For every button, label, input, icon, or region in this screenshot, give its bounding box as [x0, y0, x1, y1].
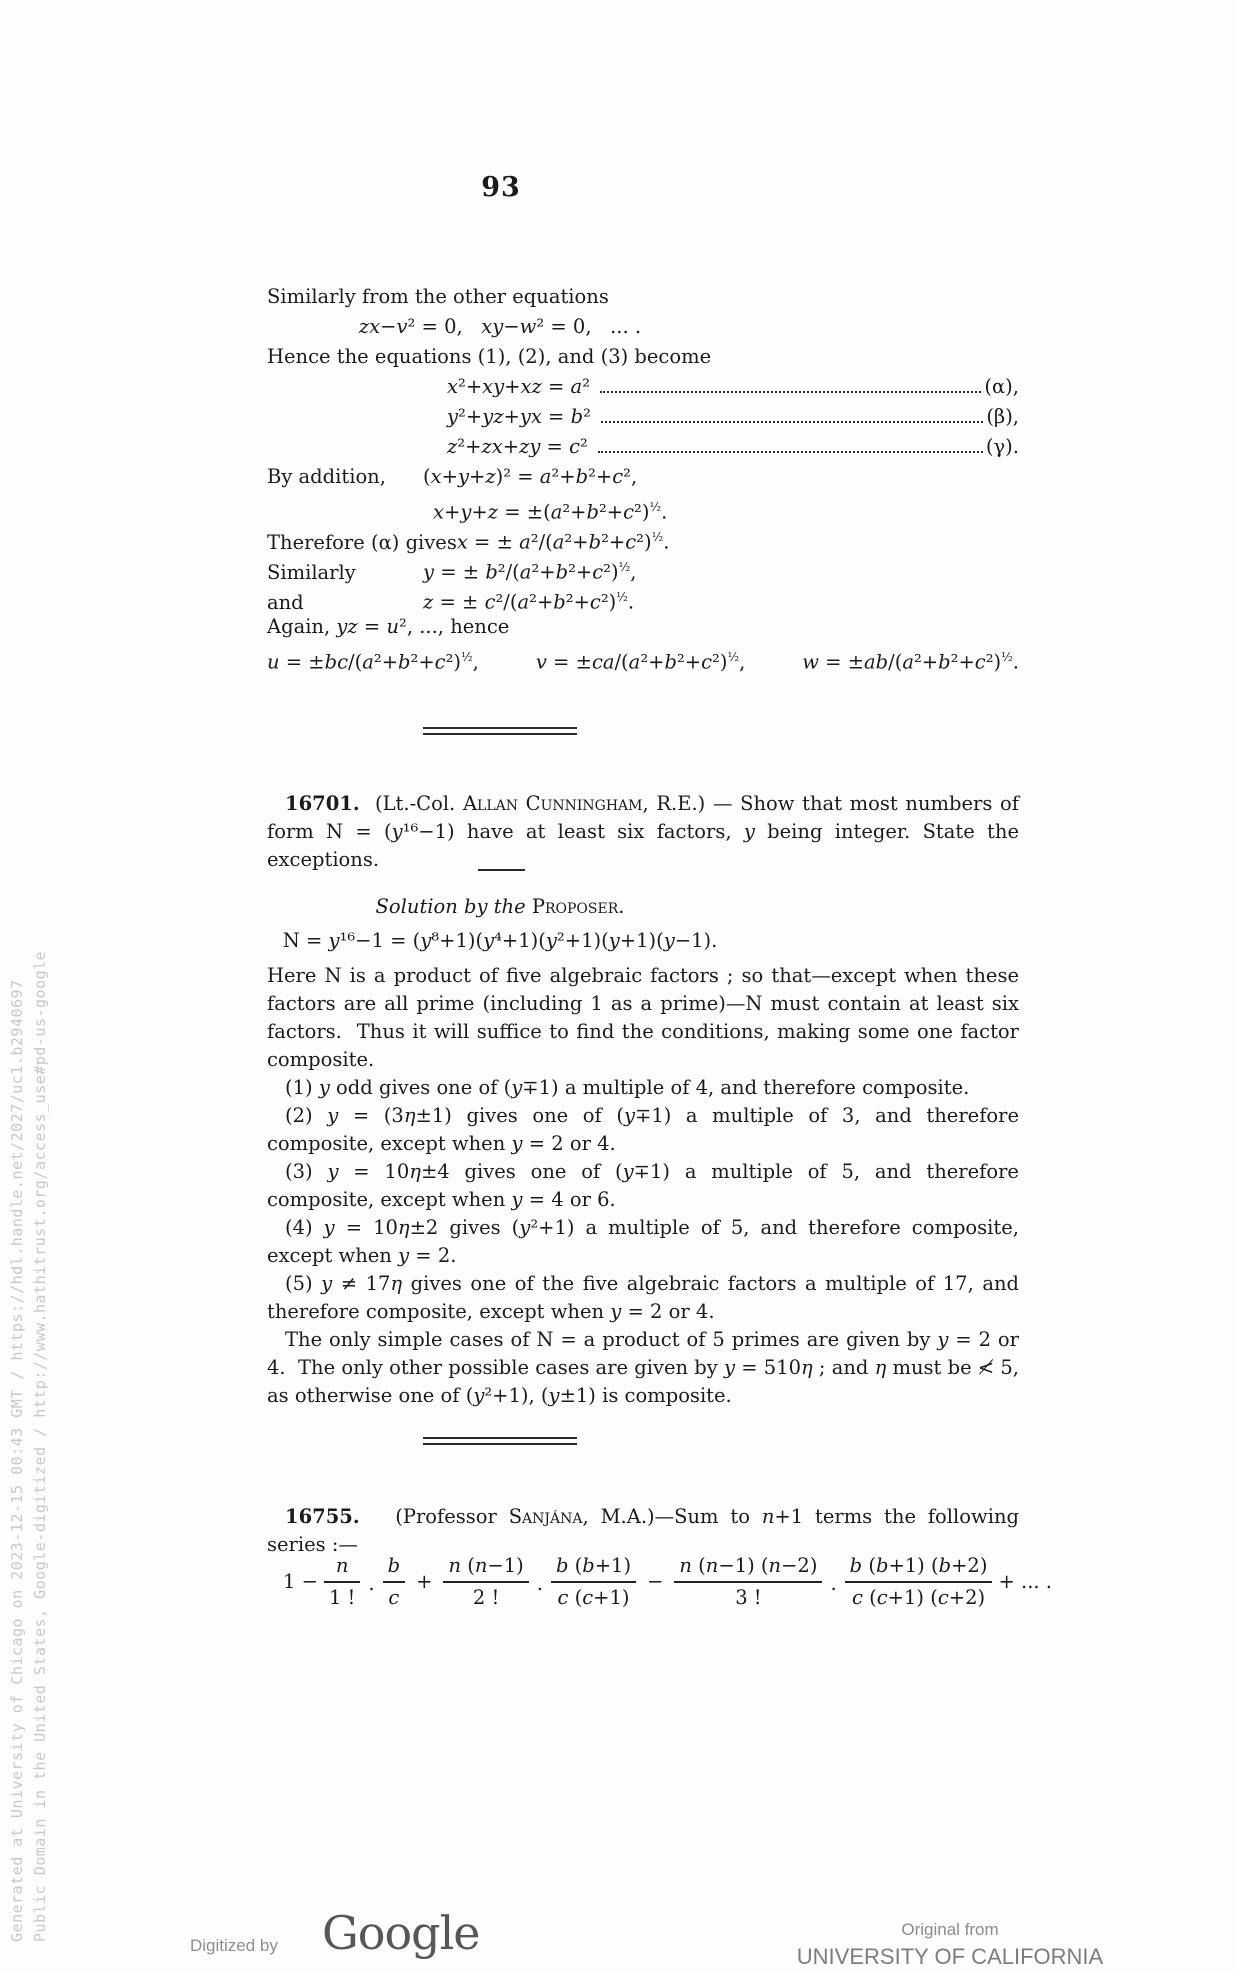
closing-paragraph: The only simple cases of N = a product of 5 primes are given by y = 2 or 4. The only other possible cases are given by y = 510η ; and η must be ≮ 5, as otherwise one of (y²+1), (y±1) is composite.: [267, 1328, 1019, 1407]
fraction: [845, 1552, 993, 1612]
fraction-denominator: c: [388, 1586, 400, 1609]
factorization-equation: N = y¹⁶−1 = (y⁸+1)(y⁴+1)(y²+1)(y+1)(y−1).: [282, 929, 718, 952]
equation: $x+y+z = \pm(a^2+b^2+c^2)^{\frac{1}{2}}$.: [433, 500, 668, 524]
fraction-numerator: n (n−1): [443, 1552, 528, 1583]
intro-line: [267, 283, 1019, 313]
intro-line: [267, 343, 1019, 373]
intro-text: Again, yz = u², ..., hence: [267, 615, 510, 638]
case-item-1: (1) y odd gives one of (y∓1) a multiple of 4, and therefore composite.: [285, 1076, 970, 1099]
equation-label: (β),: [986, 405, 1019, 428]
again-row: [267, 613, 1019, 643]
operator: −: [647, 1570, 664, 1593]
equation: y = ± $b^2/(a^2+b^2+c^2)^{\frac{1}{2}}$,: [423, 560, 637, 584]
fraction: [443, 1552, 528, 1612]
equation-label: (γ).: [985, 435, 1019, 458]
case-item-4: (4) y = 10η±2 gives (y²+1) a multiple of 5, and therefore composite, except when y = 2.: [267, 1216, 1019, 1267]
digitized-by-label: Digitized by: [190, 1936, 278, 1955]
solution-title: Solution by the Proposer.: [375, 895, 625, 918]
fraction-numerator: b: [383, 1552, 405, 1583]
problem-statement: 16755. (Professor Sanjána, M.A.)—Sum to n+1 terms the following series :—: [267, 1505, 1019, 1556]
equation: $u = \pm bc/(a^2+b^2+c^2)^{\frac{1}{2}}$,: [267, 650, 479, 674]
multiplication-dot: .: [830, 1572, 837, 1595]
case-item-2: (2) y = (3η±1) gives one of (y∓1) a multiple of 3, and therefore composite, except when y = 2 or 4.: [267, 1104, 1020, 1155]
multiplication-dot: .: [536, 1572, 543, 1595]
equation: $v = \pm ca/(a^2+b^2+c^2)^{\frac{1}{2}}$,: [535, 650, 746, 674]
fraction: [324, 1552, 360, 1612]
intro-text: Hence the equations (1), (2), and (3) become: [267, 345, 712, 368]
by-addition-row: [267, 463, 1019, 493]
fraction: [674, 1552, 822, 1612]
series-formula: [283, 1552, 1052, 1612]
equation: z = ± $c^2/(a^2+b^2+c^2)^{\frac{1}{2}}$.: [423, 590, 635, 614]
equation: x = ± $a^2/(a^2+b^2+c^2)^{\frac{1}{2}}$.: [456, 530, 670, 554]
equation-row-gamma: [267, 433, 1019, 463]
series-lead: 1 −: [283, 1570, 318, 1593]
equation: (x+y+z)² = a²+b²+c²,: [423, 465, 638, 488]
case-item-3: (3) y = 10η±4 gives one of (y∓1) a multiple of 5, and therefore composite, except when y = 4 or 6.: [267, 1160, 1019, 1211]
fraction: [383, 1552, 405, 1612]
short-rule: [478, 869, 525, 871]
fraction-denominator: 1 !: [328, 1586, 356, 1609]
equation: z²+zx+zy = c²: [447, 435, 588, 458]
section-divider: [423, 727, 577, 735]
institution-name: UNIVERSITY OF CALIFORNIA: [796, 1944, 1104, 1969]
operator: +: [416, 1570, 433, 1593]
equation: zx−v² = 0, xy−w² = 0, ... .: [358, 315, 642, 338]
google-logo: Google: [322, 1906, 480, 1960]
intro-text: Similarly from the other equations: [267, 285, 609, 308]
lead-in-text: Therefore (α) gives: [267, 530, 457, 554]
and-row: [267, 583, 1019, 613]
equation-row-alpha: [267, 373, 1019, 403]
fraction-numerator: b (b+1): [551, 1552, 636, 1583]
fraction-numerator: n (n−1) (n−2): [674, 1552, 822, 1583]
fraction-denominator: 3 !: [735, 1586, 762, 1609]
uvw-equation-row: [267, 643, 1019, 673]
equation: $w = \pm ab/(a^2+b^2+c^2)^{\frac{1}{2}}$.: [802, 650, 1019, 674]
intro-solution-block: [267, 283, 1019, 673]
equation: x²+xy+xz = a²: [447, 375, 591, 398]
solution-paragraph: Here N is a product of five algebraic factors ; so that—except when these factors are all prime (including 1 as a prime)—N must contain at least six factors. Thus it will suffice to find the conditions, making some one factor composite.: [267, 964, 1019, 1071]
original-from-label: Original from: [901, 1920, 999, 1939]
equation-row-beta: [267, 403, 1019, 433]
problem-16755-heading: [267, 1503, 1019, 1559]
equation-label: (α),: [984, 375, 1019, 398]
equation: y²+yz+yx = b²: [447, 405, 591, 428]
problem-16701-heading: [267, 790, 1019, 874]
case-item-5: (5) y ≠ 17η gives one of the five algebraic factors a multiple of 17, and therefore composite, except when y = 2 or 4.: [267, 1272, 1019, 1323]
lead-in-text: and: [267, 590, 304, 614]
similarly-row: [267, 553, 1019, 583]
solution-title-block: [267, 893, 1019, 921]
fraction-numerator: b (b+1) (b+2): [845, 1552, 993, 1583]
factorization-block: [267, 927, 1019, 955]
solution-body: [267, 962, 1019, 1410]
series-block: [267, 1552, 1052, 1612]
problem-statement: 16701. (Lt.-Col. Allan Cunningham, R.E.) — Show that most numbers of form N = (y¹⁶−1) have at least six factors, y being integer. State the exceptions.: [267, 792, 1019, 871]
therefore-row: [267, 523, 1019, 553]
sidebar-generated-line: Generated at University of Chicago on 2023-12-15 00:43 GMT / https://hdl.handle.net/2027/uc1.b2940697: [8, 979, 26, 1942]
section-divider: [423, 1437, 577, 1445]
lead-in-text: Similarly: [267, 560, 356, 584]
dot-leader: [598, 451, 983, 453]
fraction-numerator: n: [324, 1552, 360, 1583]
fraction-denominator: 2 !: [472, 1586, 500, 1609]
page-number: 93: [481, 172, 521, 203]
sum-equation-row: [267, 493, 1019, 523]
sidebar-public-domain-line: Public Domain in the United States, Google-digitized / http://www.hathitrust.org/access_use#pd-us-google: [31, 950, 49, 1942]
series-tail: + ... .: [998, 1570, 1052, 1593]
intro-equation-centered: [267, 313, 1019, 343]
multiplication-dot: .: [368, 1572, 375, 1595]
fraction-denominator: c (c+1) (c+2): [852, 1586, 986, 1609]
fraction: [551, 1552, 636, 1612]
fraction-denominator: c (c+1): [557, 1586, 630, 1609]
dot-leader: [601, 421, 983, 423]
dot-leader: [600, 391, 981, 393]
lead-in-text: By addition,: [267, 465, 386, 488]
